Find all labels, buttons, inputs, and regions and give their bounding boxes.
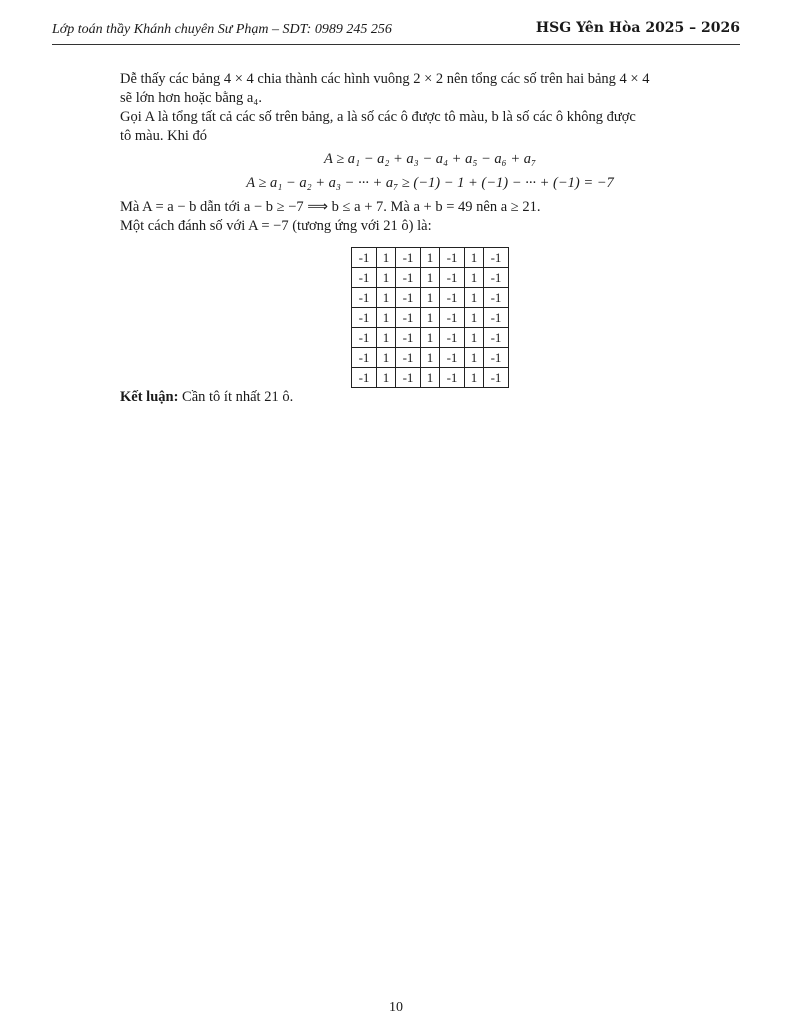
table-cell: 1 <box>377 308 396 328</box>
table-row <box>352 348 509 368</box>
table-cell: -1 <box>396 348 421 368</box>
table-cell: 1 <box>421 248 440 268</box>
table-cell: 1 <box>421 288 440 308</box>
table-cell: -1 <box>484 268 509 288</box>
table-cell: -1 <box>396 368 421 388</box>
table-cell: -1 <box>440 348 465 368</box>
table-cell: -1 <box>440 328 465 348</box>
body-line-3: Gọi A là tổng tất cả các số trên bảng, a là số các ô được tô màu, b là số các ô không được <box>120 109 636 125</box>
table-cell: 1 <box>377 268 396 288</box>
table-cell: 1 <box>421 268 440 288</box>
body-line-6: Một cách đánh số với A = −7 (tương ứng với 21 ô) là: <box>120 218 432 234</box>
table-cell: 1 <box>421 328 440 348</box>
table-cell: 1 <box>377 348 396 368</box>
header-exam-title: HSG Yên Hòa 2025 – 2026 <box>535 20 740 36</box>
table-cell: -1 <box>484 328 509 348</box>
header-course-info: Lớp toán thầy Khánh chuyên Sư Phạm – SDT: 0989 245 256 <box>52 22 392 37</box>
table-row <box>352 308 509 328</box>
conclusion-label: Kết luận: <box>120 389 179 405</box>
table-cell: 1 <box>377 328 396 348</box>
table-cell: -1 <box>396 328 421 348</box>
table-cell: -1 <box>396 248 421 268</box>
body-line-5: Mà A = a − b dẫn tới a − b ≥ −7 ⟹ b ≤ a + 7. Mà a + b = 49 nên a ≥ 21. <box>120 199 541 215</box>
table-cell: 1 <box>421 308 440 328</box>
table-row <box>352 268 509 288</box>
table-cell: -1 <box>396 268 421 288</box>
body-line-4: tô màu. Khi đó <box>120 128 207 144</box>
conclusion <box>120 388 740 407</box>
number-grid <box>351 247 509 388</box>
table-cell: -1 <box>440 308 465 328</box>
solution-content <box>120 70 740 407</box>
table-cell: -1 <box>396 308 421 328</box>
table-cell: 1 <box>465 288 484 308</box>
table-cell: 1 <box>421 348 440 368</box>
table-cell: -1 <box>352 328 377 348</box>
table-cell: -1 <box>396 288 421 308</box>
table-cell: -1 <box>484 288 509 308</box>
table-cell: -1 <box>484 308 509 328</box>
page-header <box>52 20 740 45</box>
table-cell: -1 <box>352 368 377 388</box>
table-cell: 1 <box>421 368 440 388</box>
equation-1: A ≥ a₁ − a₂ + a₃ − a₄ + a₅ − a₆ + a₇ <box>323 151 537 167</box>
table-cell: -1 <box>352 248 377 268</box>
table-cell: 1 <box>465 368 484 388</box>
table-cell: -1 <box>352 308 377 328</box>
table-cell: 1 <box>465 328 484 348</box>
table-cell: -1 <box>440 288 465 308</box>
table-cell: -1 <box>352 348 377 368</box>
table-cell: -1 <box>352 288 377 308</box>
equation-2: A ≥ a₁ − a₂ + a₃ − ··· + a₇ ≥ (−1) − 1 + (−1) − ··· + (−1) = −7 <box>246 175 614 191</box>
table-cell: 1 <box>465 348 484 368</box>
table-cell: 1 <box>377 248 396 268</box>
table-cell: -1 <box>440 268 465 288</box>
body-line-1: Dễ thấy các bảng 4 × 4 chia thành các hình vuông 2 × 2 nên tổng các số trên hai bảng 4 × 4 <box>120 71 650 87</box>
table-row <box>352 328 509 348</box>
table-cell: -1 <box>484 248 509 268</box>
body-line-2: sẽ lớn hơn hoặc bằng a₄. <box>120 90 262 106</box>
table-cell: -1 <box>484 348 509 368</box>
table-cell: -1 <box>440 368 465 388</box>
table-cell: -1 <box>352 268 377 288</box>
table-row <box>352 288 509 308</box>
table-cell: -1 <box>484 368 509 388</box>
conclusion-text: Cần tô ít nhất 21 ô. <box>178 389 294 405</box>
table-cell: -1 <box>440 248 465 268</box>
table-cell: 1 <box>377 368 396 388</box>
table-row <box>352 248 509 268</box>
table-row <box>352 368 509 388</box>
table-cell: 1 <box>465 308 484 328</box>
table-cell: 1 <box>377 288 396 308</box>
page-number: 10 <box>389 1000 403 1015</box>
table-cell: 1 <box>465 268 484 288</box>
table-cell: 1 <box>465 248 484 268</box>
